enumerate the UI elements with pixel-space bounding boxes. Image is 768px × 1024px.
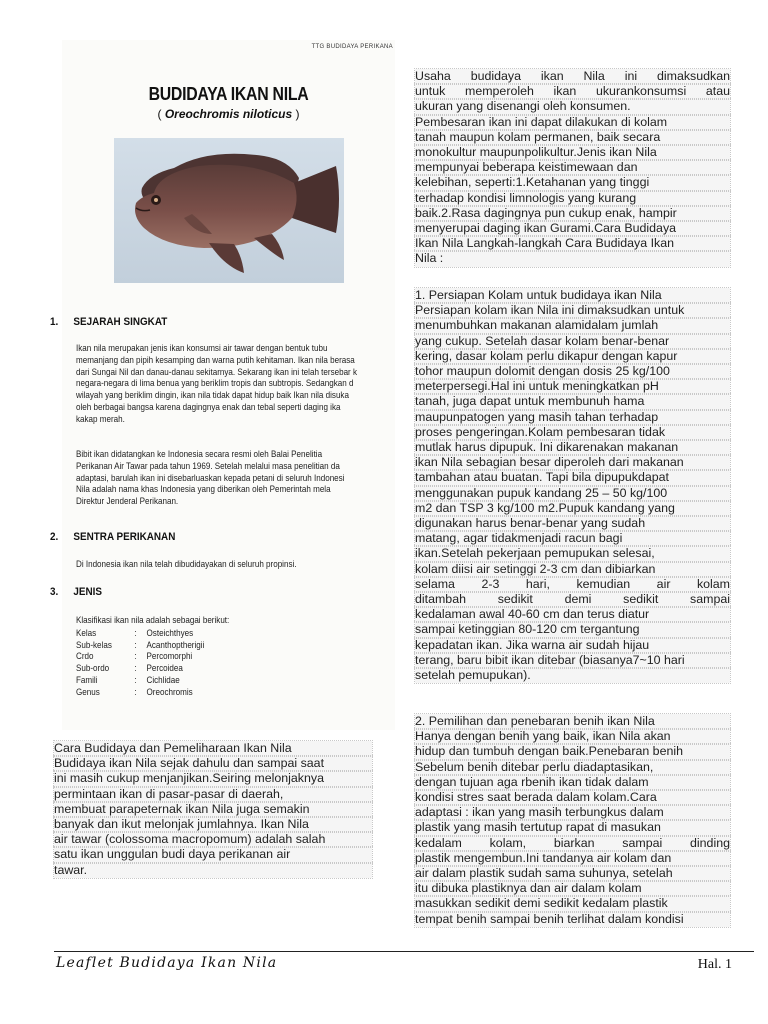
scan-header: TTG BUDIDAYA PERIKANA [311,44,393,50]
text-line: mutlak harus dipupuk. Ini dikarenakan makanan [415,440,730,455]
left-intro-text [54,741,372,878]
right-paragraph-intro [415,69,730,267]
section-title: SEJARAH SINGKAT [73,316,168,328]
text-line: Nila adalah nama khas Indonesia yang diberikan oleh Pemerintah mela [76,483,331,495]
text-line: Budidaya ikan Nila sejak dahulu dan sampai saat [54,756,372,771]
page-number: Hal. 1 [697,957,732,972]
text-line: Pembesaran ikan ini dapat dilakukan di kolam [415,115,730,130]
text-line: ukuran yang disenangi oleh konsumen. [415,99,730,114]
classification-row: Sub-kelas : Acanthoptherigii [76,638,205,650]
text-line: Cara Budidaya dan Pemeliharaan Ikan Nila [54,741,372,756]
text-line: Direktur Jenderal Perikanan. [76,495,179,507]
text-line: Usaha budidaya ikan Nila ini dimaksudkan [415,69,730,83]
footer-title: Leaflet Budidaya Ikan Nila [56,955,278,971]
text-line: adaptasi : ikan yang masih terbungkus dalam [415,805,730,820]
text-line: sampai ketinggian 80-120 cm tergantung [415,622,730,637]
text-line: baik.2.Rasa dagingnya pun cukup enak, hampir [415,206,730,221]
text-line: selama 2-3 hari, kemudian air kolam [415,576,730,591]
scan-subtitle [62,107,395,121]
text-line: tanah maupun kolam permanen, baik secara [415,130,730,145]
text-line: air dalam plastik sudah sama suhunya, setelah [415,866,730,881]
footer-divider [54,951,754,952]
text-line: Nila : [415,251,730,266]
text-line: oleh berbagai bangsa karena dagingnya enak dan tebal seperti daging ika [76,400,341,412]
text-line: dengan tujuan aga rbenih ikan tidak dalam [415,775,730,790]
rank-label: Sub-kelas [76,638,112,650]
text-line: Persiapan kolam ikan Nila ini dimaksudkan untuk [415,303,730,318]
text-line: tohor maupun dolomit dengan dosis 25 kg/100 [415,364,730,379]
tilapia-fish-photo [114,138,344,283]
text-line: ditambah sedikit demi sedikit sampai [415,592,730,607]
text-line: Ikan nila merupakan jenis ikan konsumsi air tawar dengan bentuk tubu [76,342,328,353]
classification-row: Crdo : Percomorphi [76,650,193,662]
rank-value: Osteichthyes [146,627,194,638]
section-heading-jenis [50,586,102,598]
subtitle-close: ) [292,107,300,121]
classification-row: Genus : Oreochromis [76,685,193,697]
section-title: JENIS [73,586,103,598]
text-line: ikan Nila sebagian besar diperoleh dari makanan [415,455,730,470]
right-paragraph-pemilihan-benih [415,714,730,927]
text-line: Sebelum benih ditebar perlu diadaptasikan, [415,760,730,775]
text-line: masukkan sedikit demi sedikit kedalam plastik [415,896,730,911]
text-line: ini masih cukup menjanjikan.Seiring melonjaknya [54,771,372,786]
text-line: menggunakan pupuk kandang 25 – 50 kg/100 [415,486,730,501]
sentra-paragraph [76,558,360,570]
text-line: setelah pemupukan). [415,668,730,683]
text-line: Hanya dengan benih yang baik, ikan Nila akan [415,729,730,744]
rank-label: Kelas [76,627,97,638]
text-line: terang, baru bibit ikan ditebar (biasanya7~10 hari [415,653,730,668]
text-line: Klasifikasi ikan nila adalah sebagai berikut: [76,614,230,625]
section-heading-sentra [50,531,175,543]
text-line: terhadap kondisi limnologis yang kurang [415,191,730,206]
text-line: memanjang dan pipih kesamping dan warna putih kehitaman. Ikan nila berasa [76,353,355,365]
text-line: adaptasi, barulah ikan ini disebarluaskan kepada petani di seluruh Indonesi [76,471,345,483]
section-number: 1. [50,316,59,328]
rank-label: Genus [76,685,100,697]
text-line: kakap merah. [76,412,125,424]
text-line: matang, agar tidakmenjadi racun bagi [415,531,730,546]
species-name: Oreochromis niloticus [164,107,293,121]
text-line: Perikanan Air Tawar pada tahun 1969. Setelah melalui masa penelitian da [76,459,340,471]
text-line: yang cukup. Setelah dasar kolam benar-benar [415,334,730,349]
text-line: kondisi stres saat berada dalam kolam.Cara [415,790,730,805]
classification-table [76,627,204,697]
text-line: 2. Pemilihan dan penebaran benih ikan Nila [415,714,730,729]
section-title: SENTRA PERIKANAN [73,531,176,543]
text-line: dari Sungai Nil dan danau-danau sekitarnya. Sekarang ikan ini telah tersebar k [76,365,358,377]
right-paragraph-persiapan-kolam [415,288,730,683]
classification-row: Famili : Cichlidae [76,673,180,685]
scanned-page-image [50,40,395,730]
text-line: untuk memperoleh ikan ukurankonsumsi atau [415,84,730,99]
jenis-intro [76,614,360,626]
text-line: tanah, juga dapat untuk membunuh hama [415,394,730,409]
text-line: kolam diisi air setinggi 2-3 cm dan dibiarkan [415,562,730,577]
classification-row: Sub-ordo : Percoidea [76,662,183,674]
text-line: kedalaman awal 40-60 cm dan terus diatur [415,607,730,622]
text-line: maupunpatogen yang masih tahan terhadap [415,410,730,425]
text-line: plastik yang masih tertutup rapat di masukan [415,820,730,835]
text-line: Bibit ikan didatangkan ke Indonesia secara resmi oleh Balai Penelitia [76,448,323,459]
scan-title: BUDIDAYA IKAN NILA [148,84,309,104]
text-line: plastik mengembun.Ini tandanya air kolam dan [415,851,730,866]
rank-value: Percoidea [146,662,183,674]
text-line: wilayah yang beriklim dingin, ikan nila tidak dapat hidup baik Ikan nila disuka [76,389,349,401]
text-line: 1. Persiapan Kolam untuk budidaya ikan Nila [415,288,730,303]
rank-value: Cichlidae [146,673,180,685]
section-number: 2. [50,531,59,543]
text-line: kering, dasar kolam perlu dikapur dengan kapur [415,349,730,364]
sejarah-paragraph-1 [76,342,360,425]
text-line: monokultur maupunpolikultur.Jenis ikan Nila [415,145,730,160]
text-line: kepadatan ikan. Jika warna air sudah hijau [415,638,730,653]
text-line: Di Indonesia ikan nila telah dibudidayakan di seluruh propinsi. [76,558,297,569]
section-heading-sejarah [50,316,167,328]
section-number: 3. [50,586,59,598]
text-line: itu dibuka plastiknya dan air dalam kolam [415,881,730,896]
sejarah-paragraph-2 [76,448,360,507]
rank-value: Oreochromis [146,685,193,697]
rank-label: Famili [76,673,98,685]
subtitle-open: ( [157,107,165,121]
rank-label: Crdo [76,650,94,662]
text-line: mempunyai beberapa keistimewaan dan [415,160,730,175]
rank-value: Percomorphi [146,650,193,662]
text-line: hidup dan tumbuh dengan baik.Penebaran benih [415,744,730,759]
text-line: permintaan ikan di pasar-pasar di daerah, [54,787,372,802]
text-line: Ikan Nila Langkah-langkah Cara Budidaya Ikan [415,236,730,251]
text-line: ikan.Setelah pekerjaan pemupukan selesai, [415,546,730,561]
text-line: m2 dan TSP 3 kg/100 m2.Pupuk kandang yang [415,501,730,516]
text-line: menyerupai daging ikan Gurami.Cara Budidaya [415,221,730,236]
text-line: air tawar (colossoma macropomum) adalah salah [54,832,372,847]
text-line: banyak dan ikut melonjak jumlahnya. Ikan Nila [54,817,372,832]
text-line: satu ikan unggulan budi daya perikanan air [54,847,372,862]
text-line: negara-negara di lima benua yang beriklim tropis dan subtropis. Sedangkan d [76,377,354,389]
text-line: kedalam kolam, biarkan sampai dinding [415,835,730,850]
classification-row: Kelas : Osteichthyes [76,627,194,638]
text-line: digunakan harus benar-benar yang sudah [415,516,730,531]
text-line: kelebihan, seperti:1.Ketahanan yang tinggi [415,175,730,190]
text-line: tawar. [54,863,372,878]
text-line: proses pengeringan.Kolam pembesaran tidak [415,425,730,440]
text-line: membuat parapeternak ikan Nila juga semakin [54,802,372,817]
text-line: menumbuhkan makanan alamidalam jumlah [415,318,730,333]
text-line: tambahan atau buatan. Tapi bila dipupukdapat [415,470,730,485]
text-line: meterpersegi.Hal ini untuk meningkatkan pH [415,379,730,394]
text-line: tempat benih sampai benih terlihat dalam kondisi [415,912,730,927]
rank-value: Acanthoptherigii [146,638,205,650]
rank-label: Sub-ordo [76,662,110,674]
